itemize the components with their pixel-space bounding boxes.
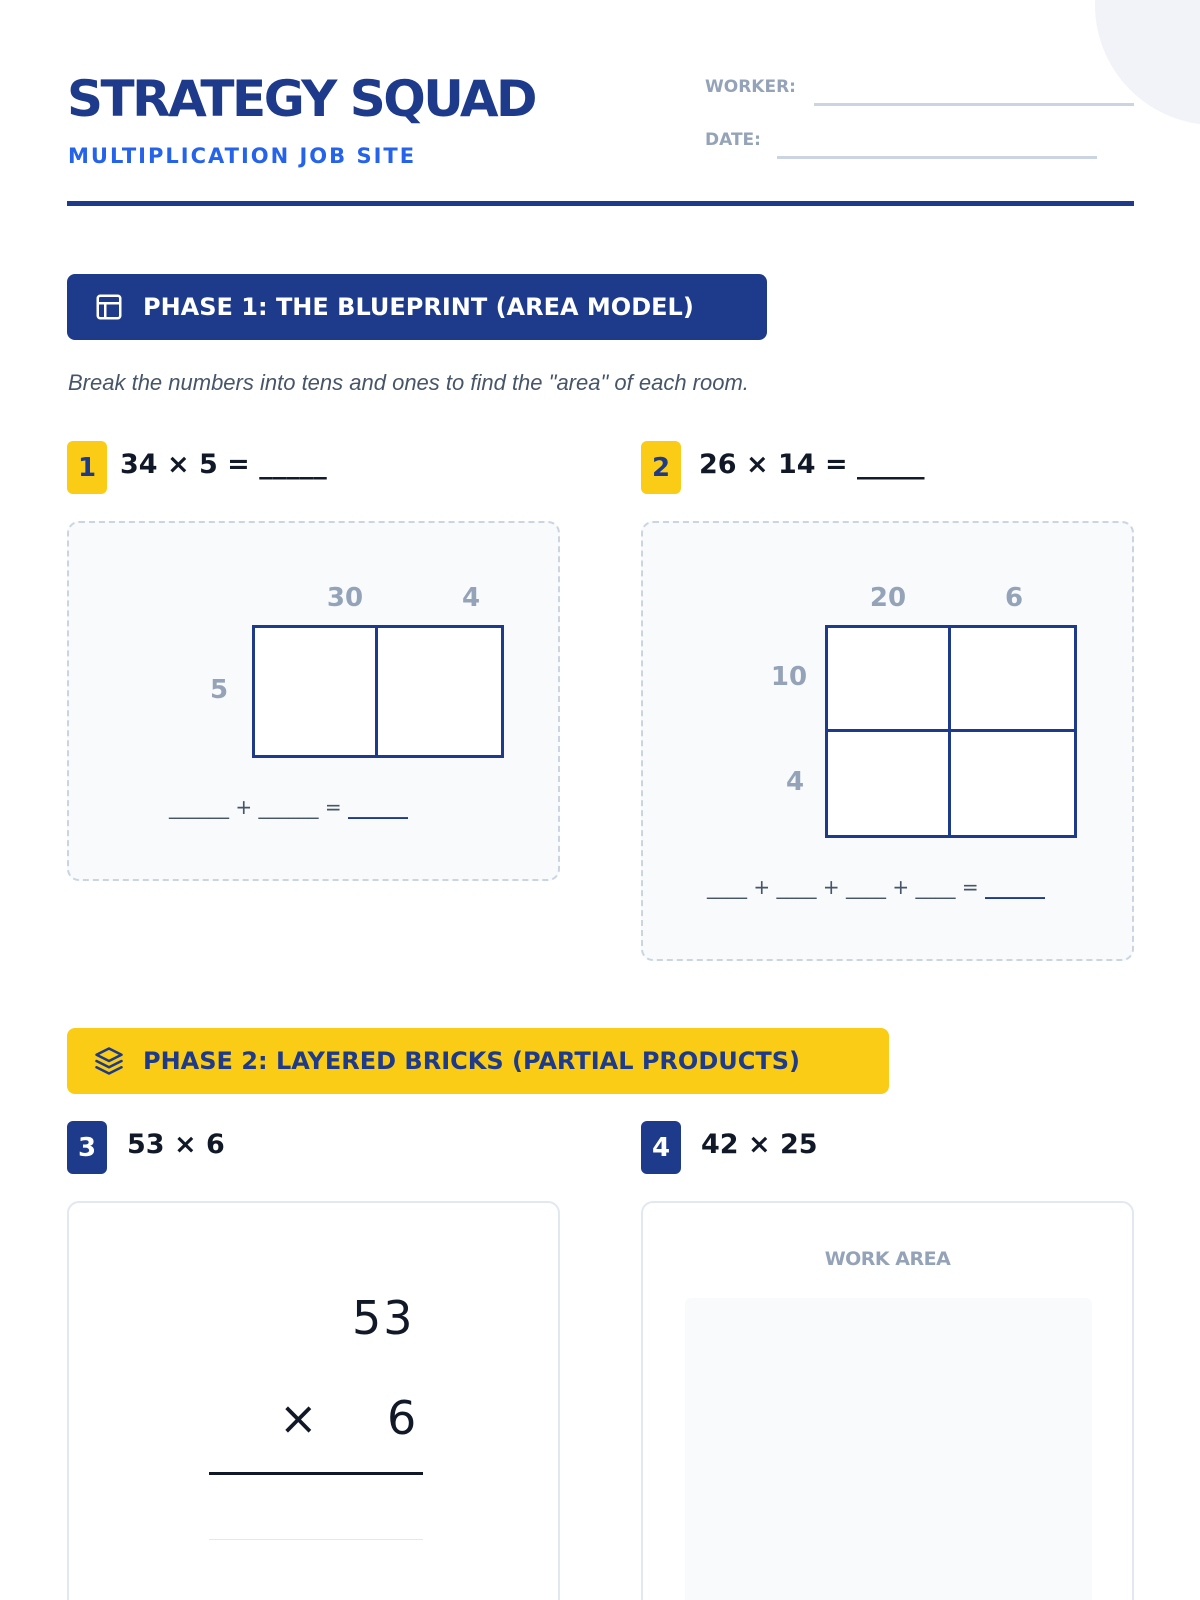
answer-blank[interactable]: ______ <box>984 875 1045 899</box>
problem-number-badge: 4 <box>641 1121 681 1174</box>
work-area-label: WORK AREA <box>824 1248 951 1270</box>
problem-3-text: 53 × 6 <box>127 1129 225 1160</box>
equals-sign: = <box>961 875 979 899</box>
problem-number-badge: 1 <box>67 441 107 494</box>
problem-4-workspace <box>641 1201 1134 1600</box>
col-label: 4 <box>461 583 481 613</box>
col-label: 30 <box>326 583 364 613</box>
equals-sign: = <box>324 795 342 819</box>
partial-product-line[interactable] <box>209 1539 423 1540</box>
area-model-grid[interactable] <box>825 625 1077 838</box>
problem-4-text: 42 × 25 <box>701 1129 818 1160</box>
plus-sign: + <box>235 795 253 819</box>
grid-divider <box>375 628 378 755</box>
top-factor: 53 <box>352 1291 415 1345</box>
date-field[interactable] <box>777 156 1097 159</box>
blank[interactable]: ____ <box>707 875 747 899</box>
phase1-instruction: Break the numbers into tens and ones to find the "area" of each room. <box>68 370 749 395</box>
header-divider <box>67 201 1134 206</box>
bottom-factor: 6 <box>387 1391 419 1445</box>
phase2-title: PHASE 2: LAYERED BRICKS (PARTIAL PRODUCTS) <box>143 1047 800 1075</box>
problem-2-workspace <box>641 521 1134 961</box>
phase1-banner <box>67 274 767 340</box>
page-title: STRATEGY SQUAD <box>67 70 536 128</box>
sum-line <box>707 875 1045 899</box>
worker-label: WORKER: <box>705 77 796 97</box>
grid-divider <box>828 729 1074 732</box>
answer-blank[interactable]: ______ <box>347 795 408 819</box>
problem-3-workspace <box>67 1201 560 1600</box>
col-label: 20 <box>869 583 907 613</box>
blank[interactable]: ______ <box>258 795 319 819</box>
problem-number-badge: 3 <box>67 1121 107 1174</box>
plus-sign: + <box>753 875 771 899</box>
blank[interactable]: ____ <box>915 875 956 899</box>
phase1-title: PHASE 1: THE BLUEPRINT (AREA MODEL) <box>143 293 694 321</box>
sum-line <box>169 795 408 819</box>
corner-decoration <box>1095 0 1200 125</box>
multiply-sign: × <box>279 1391 320 1445</box>
problem-number-badge: 2 <box>641 441 681 494</box>
col-label: 6 <box>1004 583 1024 613</box>
problem-1-workspace <box>67 521 560 881</box>
blank[interactable]: ____ <box>776 875 817 899</box>
plus-sign: + <box>892 875 910 899</box>
phase2-banner <box>67 1028 889 1094</box>
row-label: 10 <box>770 662 808 692</box>
area-model-grid[interactable] <box>252 625 504 758</box>
layers-icon <box>94 1046 124 1076</box>
plus-sign: + <box>822 875 840 899</box>
layout-icon <box>94 292 124 322</box>
blank[interactable]: ____ <box>845 875 886 899</box>
work-area[interactable] <box>685 1298 1092 1600</box>
page-subtitle: MULTIPLICATION JOB SITE <box>68 144 417 168</box>
answer-rule <box>209 1472 423 1475</box>
row-label: 4 <box>785 767 805 797</box>
row-label: 5 <box>209 675 229 705</box>
worker-field[interactable] <box>814 103 1134 106</box>
problem-1-text: 34 × 5 = _____ <box>120 449 327 480</box>
blank[interactable]: ______ <box>169 795 229 819</box>
problem-2-text: 26 × 14 = _____ <box>699 449 925 480</box>
date-label: DATE: <box>705 130 761 150</box>
